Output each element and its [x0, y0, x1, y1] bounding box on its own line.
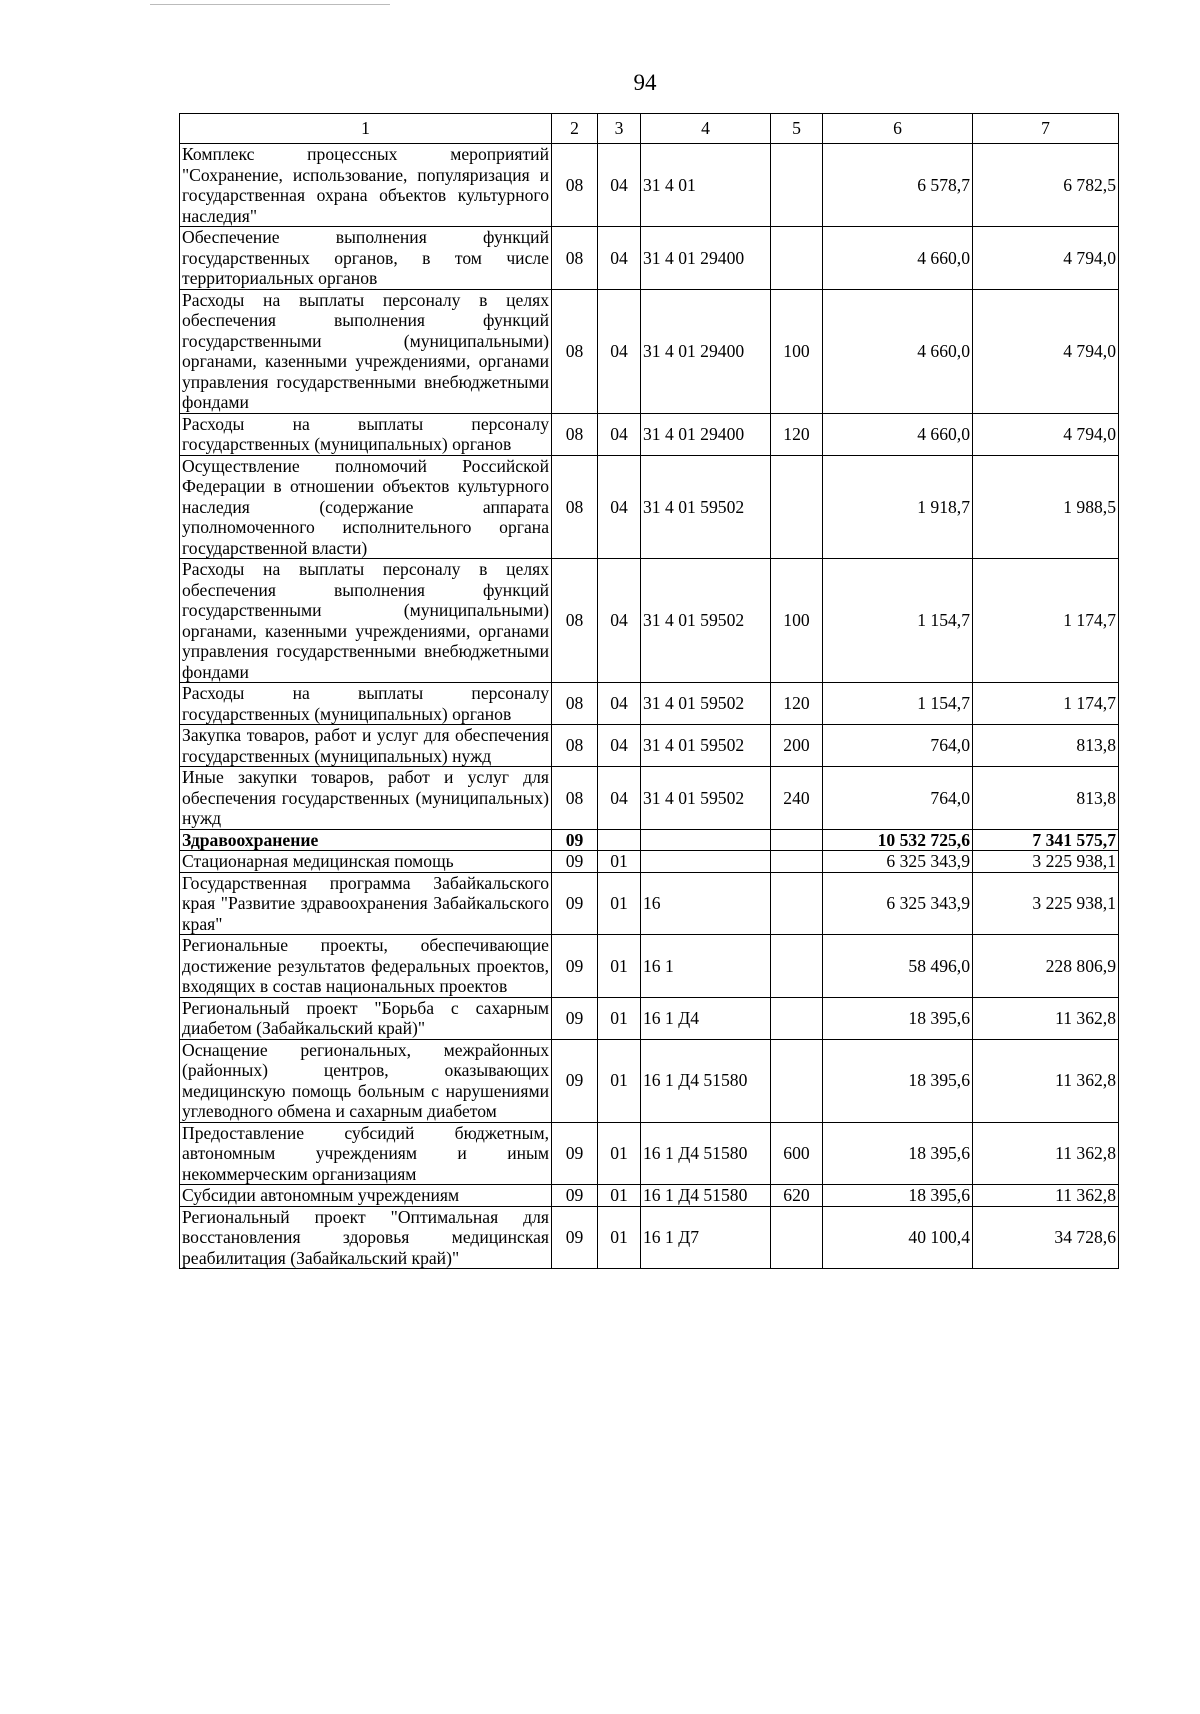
section-code-cell: 08 [552, 413, 598, 455]
table-row [180, 1206, 1119, 1269]
expense-type-cell [771, 1039, 823, 1122]
amount-col7-cell: 34 728,6 [973, 1206, 1119, 1269]
subsection-code-cell: 04 [598, 144, 641, 227]
target-article-cell: 31 4 01 59502 [641, 725, 771, 767]
column-header: 5 [771, 114, 823, 144]
table-row [180, 683, 1119, 725]
amount-col6-cell: 18 395,6 [823, 1185, 973, 1207]
row-name-cell: Оснащение региональных, межрайонных (районных) центров, оказывающих медицинскую помощь больным с нарушениями углеводного обмена и сахарным диабетом [180, 1039, 552, 1122]
row-name-cell: Региональные проекты, обеспечивающие достижение результатов федеральных проектов, входящих в состав национальных проектов [180, 935, 552, 998]
column-header: 2 [552, 114, 598, 144]
table-row [180, 829, 1119, 851]
target-article-cell: 16 [641, 872, 771, 935]
amount-col6-cell: 18 395,6 [823, 1122, 973, 1185]
target-article-cell: 31 4 01 59502 [641, 767, 771, 830]
section-code-cell: 08 [552, 683, 598, 725]
table-row [180, 851, 1119, 873]
expense-type-cell [771, 935, 823, 998]
expense-type-cell [771, 455, 823, 559]
expense-type-cell: 240 [771, 767, 823, 830]
subsection-code-cell [598, 829, 641, 851]
subsection-code-cell: 01 [598, 1039, 641, 1122]
target-article-cell: 31 4 01 29400 [641, 289, 771, 413]
target-article-cell: 16 1 Д7 [641, 1206, 771, 1269]
row-name-cell: Предоставление субсидий бюджетным, автономным учреждениям и иным некоммерческим организациям [180, 1122, 552, 1185]
subsection-code-cell: 04 [598, 725, 641, 767]
amount-col6-cell: 6 325 343,9 [823, 851, 973, 873]
row-name-cell: Расходы на выплаты персоналу в целях обеспечения выполнения функций государственными (муниципальными) органами, казенными учреждениями, органами управления государственными внебюджетными фондами [180, 559, 552, 683]
amount-col7-cell: 11 362,8 [973, 1039, 1119, 1122]
amount-col7-cell: 1 988,5 [973, 455, 1119, 559]
target-article-cell: 31 4 01 59502 [641, 455, 771, 559]
table-row [180, 144, 1119, 227]
table-row [180, 1185, 1119, 1207]
subsection-code-cell: 04 [598, 227, 641, 290]
table-row [180, 227, 1119, 290]
amount-col6-cell: 764,0 [823, 725, 973, 767]
expense-type-cell: 120 [771, 683, 823, 725]
amount-col6-cell: 4 660,0 [823, 289, 973, 413]
column-header: 1 [180, 114, 552, 144]
row-name-cell: Комплекс процессных мероприятий "Сохранение, использование, популяризация и государственная охрана объектов культурного наследия" [180, 144, 552, 227]
subsection-code-cell: 04 [598, 683, 641, 725]
amount-col6-cell: 1 154,7 [823, 683, 973, 725]
row-name-cell: Стационарная медицинская помощь [180, 851, 552, 873]
expense-type-cell [771, 872, 823, 935]
table-row [180, 1039, 1119, 1122]
target-article-cell: 31 4 01 29400 [641, 227, 771, 290]
amount-col6-cell: 1 154,7 [823, 559, 973, 683]
expense-type-cell: 120 [771, 413, 823, 455]
section-code-cell: 09 [552, 1206, 598, 1269]
table-row [180, 455, 1119, 559]
amount-col6-cell: 18 395,6 [823, 1039, 973, 1122]
expense-type-cell: 600 [771, 1122, 823, 1185]
section-code-cell: 09 [552, 1185, 598, 1207]
table-row [180, 767, 1119, 830]
section-code-cell: 09 [552, 872, 598, 935]
row-name-cell: Субсидии автономным учреждениям [180, 1185, 552, 1207]
column-header: 4 [641, 114, 771, 144]
amount-col6-cell: 4 660,0 [823, 413, 973, 455]
row-name-cell: Обеспечение выполнения функций государственных органов, в том числе территориальных органов [180, 227, 552, 290]
table-row [180, 935, 1119, 998]
expense-type-cell: 100 [771, 289, 823, 413]
row-name-cell: Здравоохранение [180, 829, 552, 851]
amount-col6-cell: 6 578,7 [823, 144, 973, 227]
target-article-cell: 16 1 Д4 51580 [641, 1039, 771, 1122]
amount-col7-cell: 11 362,8 [973, 1185, 1119, 1207]
expense-type-cell [771, 227, 823, 290]
subsection-code-cell: 04 [598, 767, 641, 830]
amount-col7-cell: 11 362,8 [973, 997, 1119, 1039]
column-header: 3 [598, 114, 641, 144]
subsection-code-cell: 01 [598, 851, 641, 873]
target-article-cell: 31 4 01 [641, 144, 771, 227]
section-code-cell: 09 [552, 1122, 598, 1185]
target-article-cell: 16 1 Д4 51580 [641, 1185, 771, 1207]
section-code-cell: 08 [552, 455, 598, 559]
expense-type-cell [771, 997, 823, 1039]
amount-col6-cell: 10 532 725,6 [823, 829, 973, 851]
amount-col7-cell: 813,8 [973, 767, 1119, 830]
section-code-cell: 09 [552, 829, 598, 851]
amount-col7-cell: 6 782,5 [973, 144, 1119, 227]
expense-type-cell [771, 829, 823, 851]
section-code-cell: 08 [552, 289, 598, 413]
target-article-cell: 31 4 01 59502 [641, 683, 771, 725]
amount-col7-cell: 4 794,0 [973, 227, 1119, 290]
amount-col7-cell: 1 174,7 [973, 559, 1119, 683]
expense-type-cell: 620 [771, 1185, 823, 1207]
amount-col6-cell: 40 100,4 [823, 1206, 973, 1269]
row-name-cell: Региональный проект "Борьба с сахарным диабетом (Забайкальский край)" [180, 997, 552, 1039]
amount-col7-cell: 7 341 575,7 [973, 829, 1119, 851]
amount-col7-cell: 1 174,7 [973, 683, 1119, 725]
scan-edge-line [150, 4, 390, 5]
amount-col6-cell: 764,0 [823, 767, 973, 830]
target-article-cell: 16 1 Д4 [641, 997, 771, 1039]
subsection-code-cell: 04 [598, 455, 641, 559]
table-row [180, 413, 1119, 455]
expense-type-cell [771, 851, 823, 873]
amount-col6-cell: 1 918,7 [823, 455, 973, 559]
page-number: 94 [633, 70, 657, 95]
row-name-cell: Расходы на выплаты персоналу в целях обеспечения выполнения функций государственными (муниципальными) органами, казенными учреждениями, органами управления государственными внебюджетными фондами [180, 289, 552, 413]
row-name-cell: Осуществление полномочий Российской Федерации в отношении объектов культурного наследия (содержание аппарата уполномоченного исполнительного органа государственной власти) [180, 455, 552, 559]
subsection-code-cell: 01 [598, 1206, 641, 1269]
subsection-code-cell: 04 [598, 289, 641, 413]
amount-col6-cell: 58 496,0 [823, 935, 973, 998]
amount-col7-cell: 3 225 938,1 [973, 872, 1119, 935]
target-article-cell [641, 851, 771, 873]
column-header: 6 [823, 114, 973, 144]
section-code-cell: 09 [552, 1039, 598, 1122]
expense-type-cell [771, 144, 823, 227]
target-article-cell: 16 1 [641, 935, 771, 998]
subsection-code-cell: 04 [598, 413, 641, 455]
target-article-cell: 31 4 01 59502 [641, 559, 771, 683]
subsection-code-cell: 01 [598, 872, 641, 935]
amount-col6-cell: 6 325 343,9 [823, 872, 973, 935]
table-row [180, 997, 1119, 1039]
row-name-cell: Региональный проект "Оптимальная для восстановления здоровья медицинская реабилитация (Забайкальский край)" [180, 1206, 552, 1269]
subsection-code-cell: 01 [598, 1122, 641, 1185]
row-name-cell: Закупка товаров, работ и услуг для обеспечения государственных (муниципальных) нужд [180, 725, 552, 767]
table-row [180, 1122, 1119, 1185]
section-code-cell: 08 [552, 725, 598, 767]
table-row [180, 872, 1119, 935]
expense-type-cell: 200 [771, 725, 823, 767]
amount-col7-cell: 3 225 938,1 [973, 851, 1119, 873]
row-name-cell: Иные закупки товаров, работ и услуг для обеспечения государственных (муниципальных) нужд [180, 767, 552, 830]
amount-col6-cell: 18 395,6 [823, 997, 973, 1039]
amount-col7-cell: 813,8 [973, 725, 1119, 767]
amount-col7-cell: 4 794,0 [973, 413, 1119, 455]
subsection-code-cell: 01 [598, 1185, 641, 1207]
section-code-cell: 08 [552, 144, 598, 227]
target-article-cell: 16 1 Д4 51580 [641, 1122, 771, 1185]
amount-col7-cell: 4 794,0 [973, 289, 1119, 413]
section-code-cell: 08 [552, 767, 598, 830]
expense-type-cell: 100 [771, 559, 823, 683]
amount-col7-cell: 11 362,8 [973, 1122, 1119, 1185]
expense-type-cell [771, 1206, 823, 1269]
section-code-cell: 09 [552, 851, 598, 873]
amount-col6-cell: 4 660,0 [823, 227, 973, 290]
table-row [180, 725, 1119, 767]
table-body [180, 144, 1119, 1269]
target-article-cell [641, 829, 771, 851]
subsection-code-cell: 01 [598, 935, 641, 998]
subsection-code-cell: 04 [598, 559, 641, 683]
subsection-code-cell: 01 [598, 997, 641, 1039]
row-name-cell: Расходы на выплаты персоналу государственных (муниципальных) органов [180, 683, 552, 725]
table-header-row [180, 114, 1119, 144]
table-row [180, 289, 1119, 413]
section-code-cell: 08 [552, 227, 598, 290]
column-header: 7 [973, 114, 1119, 144]
budget-table [179, 113, 1119, 1269]
row-name-cell: Государственная программа Забайкальского края "Развитие здравоохранения Забайкальского края" [180, 872, 552, 935]
amount-col7-cell: 228 806,9 [973, 935, 1119, 998]
section-code-cell: 09 [552, 997, 598, 1039]
row-name-cell: Расходы на выплаты персоналу государственных (муниципальных) органов [180, 413, 552, 455]
target-article-cell: 31 4 01 29400 [641, 413, 771, 455]
section-code-cell: 08 [552, 559, 598, 683]
section-code-cell: 09 [552, 935, 598, 998]
table-row [180, 559, 1119, 683]
